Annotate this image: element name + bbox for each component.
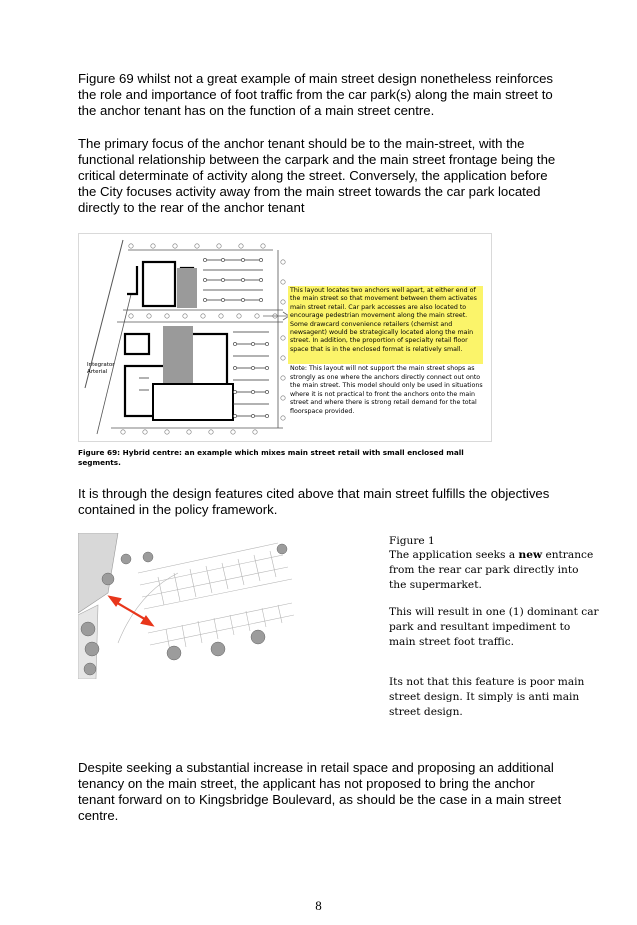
figure1-label: Figure 1 xyxy=(389,535,435,547)
paragraph-figure69-intro: Figure 69 whilst not a great example of main street design nonetheless reinforces the role and importance of foot traffic from the car park(s) along the main street to the anchor tenant has on the function of a main street centre. xyxy=(78,71,554,118)
paragraph-design-features: It is through the design features cited above that main street fulfills the objectives contained in the policy framework. xyxy=(78,486,550,517)
map-label-integrator: Integrator xyxy=(87,362,115,368)
map-label-arterial: Arterial xyxy=(87,369,108,375)
page-number: 8 xyxy=(315,898,322,913)
figure1-text-bold-new: new xyxy=(518,549,543,561)
figure1-text-new-entrance xyxy=(389,548,599,593)
figure1-text-part: entrance from the rear car park directly into the supermarket. xyxy=(389,549,594,591)
paragraph-anchor-tenant-focus: The primary focus of the anchor tenant should be to the main-street, with the functional relationship between the carpark and the main street frontage being the critical determinate of activity along the street. Conversely, the application before the City focuses activity away from the main street towards the car park located directly to the rear of the anchor tenant xyxy=(78,136,556,215)
figure1-text-part: The application seeks a xyxy=(389,549,519,561)
paragraph-kingsbridge-boulevard: Despite seeking a substantial increase in retail space and proposing an additional tenancy on the main street, the applicant has not proposed to bring the anchor tenant forward on to Kingsbridge Boulevard, as should be the case in a main street centre. xyxy=(78,760,562,823)
figure-1-car-park-aerial xyxy=(78,533,296,679)
figure69-note-text: Note: This layout will not support the main street shops as strongly as one where the anchors directly connect out onto the main street. This model should only be used in situations where it is not practical to front the anchors onto the main street and where there is strong retail demand for the total floorspace provided. xyxy=(290,365,483,415)
figure1-text-anti-main-street: Its not that this feature is poor main street design. It simply is anti main street design. xyxy=(389,676,585,718)
figure69-highlighted-text: This layout locates two anchors well apart, at either end of the main street so that movement between them activates main street retail. Car park accesses are also located to encourage pedestrian movement along the main street. Some drawcard convenience retailers (chemist and newsagent) would be strategically located along the main street. In addition, the proportion of specialty retail floor space that is in the enclosed format is relatively small. xyxy=(288,286,483,364)
figure69-caption: Figure 69: Hybrid centre: an example which mixes main street retail with small enclosed mall segments. xyxy=(78,448,464,467)
figure-69-diagram xyxy=(78,233,492,442)
figure1-text-dominant-car-park: This will result in one (1) dominant car park and resultant impediment to main street foot traffic. xyxy=(389,606,599,648)
